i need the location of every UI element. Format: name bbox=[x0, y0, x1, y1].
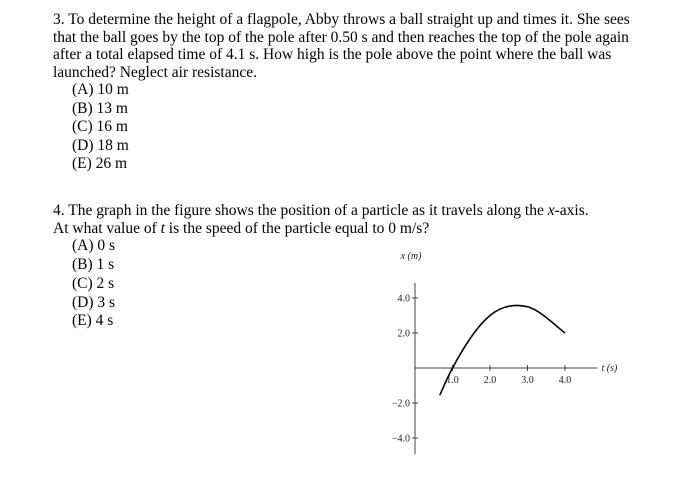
position-time-graph bbox=[370, 245, 640, 460]
x-tick-label: 1.0 bbox=[446, 375, 459, 386]
question-3-number: 3. bbox=[53, 11, 65, 28]
question-4-line-1a: The graph in the figure shows the position of a particle as it travels along the bbox=[68, 202, 548, 219]
question-4-stem bbox=[53, 202, 653, 237]
choice-c: (C) 2 s bbox=[72, 274, 115, 292]
choice-a: (A) 10 m bbox=[72, 81, 129, 99]
question-4-var-t: t bbox=[160, 219, 165, 237]
x-tick-label: 3.0 bbox=[521, 375, 534, 386]
y-axis-label: x (m) bbox=[400, 251, 422, 262]
y-tick-label: −4.0 bbox=[391, 433, 410, 445]
choice-b: (B) 1 s bbox=[72, 255, 115, 273]
question-4-line-2a: At what value of bbox=[53, 219, 161, 237]
y-tick-label: 2.0 bbox=[397, 328, 410, 340]
choice-e: (E) 4 s bbox=[72, 312, 114, 330]
question-3-stem bbox=[53, 11, 673, 81]
x-tick-label: 2.0 bbox=[483, 375, 497, 386]
y-tick-label: 4.0 bbox=[397, 293, 410, 305]
graph-labels bbox=[392, 251, 618, 445]
question-4-line-1b: -axis. bbox=[554, 202, 589, 219]
graph-axes bbox=[415, 283, 598, 455]
question-3-choices bbox=[53, 81, 673, 173]
question-3-line-1: To determine the height of a flagpole, Abby throws a ball straight up and times it. She sees bbox=[68, 11, 630, 28]
question-4-number: 4. bbox=[53, 202, 65, 219]
question-3-line-4: launched? Neglect air resistance. bbox=[53, 63, 257, 81]
choice-b: (B) 13 m bbox=[72, 99, 128, 117]
question-3-line-3: after a total elapsed time of 4.1 s. How high is the pole above the point where the ball was bbox=[53, 46, 612, 64]
x-tick-label: 4.0 bbox=[558, 375, 572, 386]
choice-a: (A) 0 s bbox=[72, 237, 116, 255]
choice-d: (D) 18 m bbox=[72, 136, 129, 154]
y-tick-label: −2.0 bbox=[391, 398, 410, 410]
x-axis-label: t (s) bbox=[601, 363, 618, 374]
choice-e: (E) 26 m bbox=[72, 155, 128, 172]
question-4-line-2b: is the speed of the particle equal to 0 m/s? bbox=[164, 219, 430, 237]
choice-c: (C) 16 m bbox=[72, 118, 128, 136]
choice-d: (D) 3 s bbox=[72, 293, 116, 311]
question-4-var-x: x bbox=[547, 202, 555, 219]
question-3-line-2: that the ball goes by the top of the pole after 0.50 s and then reaches the top of the pole again bbox=[53, 28, 629, 46]
question-3 bbox=[53, 11, 673, 173]
